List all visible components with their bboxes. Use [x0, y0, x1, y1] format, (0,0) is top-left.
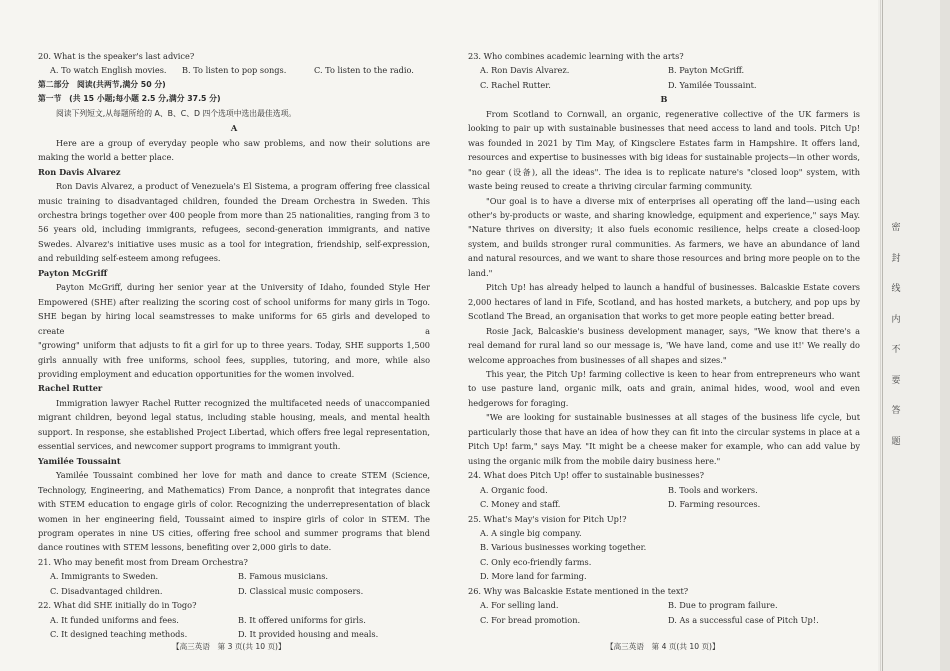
- binding-divider: [882, 0, 883, 671]
- passage-a-line: program operates in nine US cities, offering free school and summer programs that blend: [38, 527, 430, 538]
- q23-options-row1: [468, 63, 860, 77]
- passage-b-line: Pitch Up! farm," says May. "It might be a cheese maker for example, who can add value by: [468, 441, 860, 452]
- left-page: [38, 49, 430, 642]
- q26-option-a: A. For selling land.: [480, 600, 559, 611]
- passage-a-line: Immigration lawyer Rachel Rutter recognized the multifaceted needs of unaccompanied: [56, 397, 430, 408]
- passage-b-line: "Our goal is to have a diverse mix of enterprises all operating off the land—using each: [486, 195, 860, 206]
- passage-a-line: dance routines with STEM lessons, benefiting over 2,000 girls to date.: [38, 542, 332, 553]
- q23-option-d: D. Yamilée Toussaint.: [668, 79, 757, 90]
- subheading-rutter: Rachel Rutter: [38, 383, 103, 394]
- q25-option-d: D. More land for farming.: [480, 571, 587, 582]
- page-edge: [940, 0, 950, 671]
- part-two-heading: 第二部分 阅读(共两节,满分 50 分): [38, 79, 166, 89]
- binding-char: 题: [891, 436, 901, 447]
- passage-a-line: support. In response, she established Project Libertad, which offers free legal representation,: [38, 426, 430, 437]
- q20-options: [38, 63, 430, 77]
- passage-b-line: resources and expertise to businesses with big ideas for sustainable projects—in other words,: [468, 152, 860, 163]
- binding-divider-inner: [880, 0, 881, 671]
- passage-a-label: A: [230, 123, 238, 134]
- q24-option-b: B. Tools and workers.: [668, 484, 758, 495]
- right-page-footer: 【高三英语 第 4 页(共 10 页)】: [606, 642, 720, 651]
- passage-a-line: Payton McGriff, during her senior year at the University of Idaho, founded Style Her: [56, 282, 430, 293]
- passage-b-line: From Scotland to Cornwall, an organic, regenerative collective of the UK farmers is: [486, 108, 860, 119]
- passage-a-line: essential services, and newcomer support programs to immigrant youth.: [38, 441, 341, 452]
- binding-char: 内: [891, 314, 901, 325]
- passage-b-line: land.": [468, 267, 493, 278]
- passage-b-line: hedgerows for foraging.: [468, 397, 569, 408]
- passage-b-line: other's by-products or waste, and sharing knowledge, equipment and experience," says May.: [468, 209, 860, 220]
- passage-a-line: orchestra brings together over 400 people from more than 25 nationalities, ranging from 3 to: [38, 209, 430, 220]
- q22-option-d: D. It provided housing and meals.: [238, 629, 379, 640]
- binding-char: 封: [891, 253, 901, 264]
- passage-a-line: with STEM education to engage girls of color. Recognizing the underrepresentation of black: [38, 499, 430, 510]
- passage-a-line: making the world a better place.: [38, 152, 174, 163]
- q24-options-row2: [468, 497, 860, 511]
- q25-option-b: B. Various businesses working together.: [480, 542, 647, 553]
- passage-b-line: Scotland The Bread, an organisation that works to get more people eating better bread.: [468, 311, 835, 322]
- q22-option-b: B. It offered uniforms for girls.: [238, 614, 366, 625]
- subheading-toussaint: Yamilée Toussaint: [38, 455, 121, 466]
- passage-b-line: real demand for rural land so our message is, 'We have land, come and use it!' We really do: [468, 340, 860, 351]
- q22-stem: 22. What did SHE initially do in Togo?: [38, 600, 197, 611]
- q21-option-b: B. Famous musicians.: [238, 571, 329, 582]
- q21-options-row2: [38, 584, 430, 598]
- q26-option-d: D. As a successful case of Pitch Up!.: [668, 614, 819, 625]
- passage-b-line: This year, the Pitch Up! farming collective is keen to hear from entrepreneurs who want: [486, 368, 860, 379]
- q26-option-b: B. Due to program failure.: [668, 600, 778, 611]
- passage-a-line: migrant children, beyond legal status, including stable housing, meals, and mental health: [38, 412, 430, 423]
- left-page-footer: 【高三英语 第 3 页(共 10 页)】: [172, 642, 286, 651]
- q21-options-row1: [38, 569, 430, 583]
- q22-option-c: C. It designed teaching methods.: [50, 629, 188, 640]
- q24-stem: 24. What does Pitch Up! offer to sustainable businesses?: [468, 470, 704, 481]
- passage-a-line: Here are a group of everyday people who saw problems, and now their solutions are: [56, 137, 430, 148]
- q23-option-c: C. Rachel Rutter.: [480, 79, 551, 90]
- passage-b-line: waste being reused to create a thriving circular farming community.: [468, 181, 753, 192]
- passage-a-line: SHE began by hiring local seamstresses to make uniforms for 65 girls and developed to create a: [38, 311, 430, 336]
- q24-option-c: C. Money and staff.: [480, 499, 561, 510]
- q22-option-a: A. It funded uniforms and fees.: [50, 614, 179, 625]
- q26-options-row1: [468, 598, 860, 612]
- subheading-mcgriff: Payton McGriff: [38, 267, 108, 278]
- q21-option-c: C. Disadvantaged children.: [50, 585, 163, 596]
- q24-options-row1: [468, 483, 860, 497]
- passage-a-line: music training to disadvantaged children, founded the Dream Orchestra in Sweden. This: [38, 195, 430, 206]
- binding-char: 不: [891, 345, 901, 355]
- passage-a-line: Yamilée Toussaint combined her love for math and dance to create STEM (Science,: [56, 470, 430, 481]
- passage-b-label: B: [660, 94, 668, 105]
- passage-a-line: Swedes. Alvarez's initiative uses music as a tool for integration, friendship, self-expression,: [38, 238, 430, 249]
- q21-stem: 21. Who may benefit most from Dream Orchestra?: [38, 556, 248, 567]
- passage-b-line: system, and builds stronger rural communities. As farmers, we have an abundance of land: [468, 238, 860, 249]
- passage-b-line: "We are looking for sustainable businesses at all stages of the business life cycle, but: [486, 412, 860, 423]
- passage-a-line: providing employment and education opportunities for the women involved.: [38, 368, 355, 379]
- passage-b-line: and natural resources, and we want to share those resources and bring more people on to the: [468, 253, 860, 264]
- passage-b-line: looking to pair up with sustainable businesses that need access to land and tools. Pitch Up!: [468, 123, 860, 134]
- q22-options-row2: [38, 627, 430, 641]
- q23-option-b: B. Payton McGriff.: [668, 65, 745, 76]
- passage-b-line: "no gear (设备), all the ideas". The idea is to replicate nature's "closed loop" system, with: [468, 166, 860, 177]
- passage-a-line: girls annually with free uniforms, school fees, supplies, tutoring, and more, while also: [38, 354, 430, 365]
- q20-option-a: A. To watch English movies.: [50, 65, 167, 76]
- passage-b-line: particularly those that have an idea of how they can fit into the circular systems in place at a: [468, 426, 860, 437]
- passage-b-line: Rosie Jack, Balcaskie's business development manager, says, "We know that there's a: [486, 325, 860, 336]
- passage-b-line: "Nature thrives on diversity; it also fuels economic resilience, helps create a closed-loop: [468, 224, 860, 235]
- passage-b-line: to use pasture land, organic milk, oats and grain, animal hides, wood, wool and even: [468, 383, 860, 394]
- q21-option-d: D. Classical music composers.: [238, 585, 364, 596]
- section-one-heading: 第一节 (共 15 小题;每小题 2.5 分,满分 37.5 分): [38, 94, 221, 104]
- passage-a-line: Ron Davis Alvarez, a product of Venezuela's El Sistema, a program offering free classical: [56, 181, 430, 192]
- passage-a-line: women in her engineering field, Toussaint aimed to inspire girls of color in STEM. The: [38, 513, 430, 524]
- passage-b-line: welcome approaches from businesses of all shapes and sizes.": [468, 354, 727, 365]
- q22-options-row1: [38, 613, 430, 627]
- subheading-alvarez: Ron Davis Alvarez: [38, 166, 121, 177]
- passage-b-line: was founded in 2021 by Tim May, of Kingsclere Estates farm in Hampshire. It offers land,: [468, 137, 860, 148]
- q26-option-c: C. For bread promotion.: [480, 614, 581, 625]
- q25-option-c: C. Only eco-friendly farms.: [480, 556, 592, 567]
- q20-option-c: C. To listen to the radio.: [314, 65, 414, 76]
- q24-option-a: A. Organic food.: [480, 484, 548, 495]
- q25-option-a: A. A single big company.: [480, 527, 582, 538]
- q23-options-row2: [468, 78, 860, 92]
- reading-instructions: 阅读下列短文,从每题所给的 A、B、C、D 四个选项中选出最佳选项。: [56, 108, 297, 118]
- passage-a-line: "growing" uniform that adjusts to fit a girl for up to three years. Today, SHE supports 1,500: [38, 340, 430, 351]
- passage-a-line: Technology, Engineering, and Mathematics) From Dance, a nonprofit that integrates dance: [38, 484, 430, 495]
- passage-a-line: Empowered (SHE) after realizing the scoring cost of school uniforms for many girls in Togo.: [38, 296, 430, 307]
- q26-stem: 26. Why was Balcaskie Estate mentioned in the text?: [468, 585, 689, 596]
- q24-option-d: D. Farming resources.: [668, 499, 761, 510]
- passage-b-line: using the organic milk from the mobile dairy business here.": [468, 455, 721, 466]
- right-page: [468, 49, 860, 627]
- passage-b-line: 2,000 hectares of land in Fife, Scotland, and has hosted markets, a butchery, and pop ups by: [468, 296, 860, 307]
- q23-option-a: A. Ron Davis Alvarez.: [480, 65, 570, 76]
- q20-option-b: B. To listen to pop songs.: [182, 65, 287, 76]
- q20-stem: 20. What is the speaker's last advice?: [38, 51, 195, 61]
- binding-char: 线: [891, 284, 901, 294]
- binding-char: 密: [891, 223, 901, 233]
- q23-stem: 23. Who combines academic learning with the arts?: [468, 51, 684, 61]
- binding-notice: [888, 222, 904, 466]
- q21-option-a: A. Immigrants to Sweden.: [50, 571, 159, 582]
- q25-stem: 25. What's May's vision for Pitch Up!?: [468, 513, 627, 524]
- q26-options-row2: [468, 613, 860, 627]
- binding-char: 要: [891, 375, 901, 386]
- passage-a-line: and rebuilding self-esteem among refugees.: [38, 253, 221, 264]
- binding-char: 答: [891, 406, 901, 416]
- passage-b-line: Pitch Up! has already helped to launch a handful of businesses. Balcaskie Estate covers: [486, 282, 860, 293]
- passage-a-line: 56 years old, including immigrants, refugees, second-generation immigrants, and native: [38, 224, 430, 235]
